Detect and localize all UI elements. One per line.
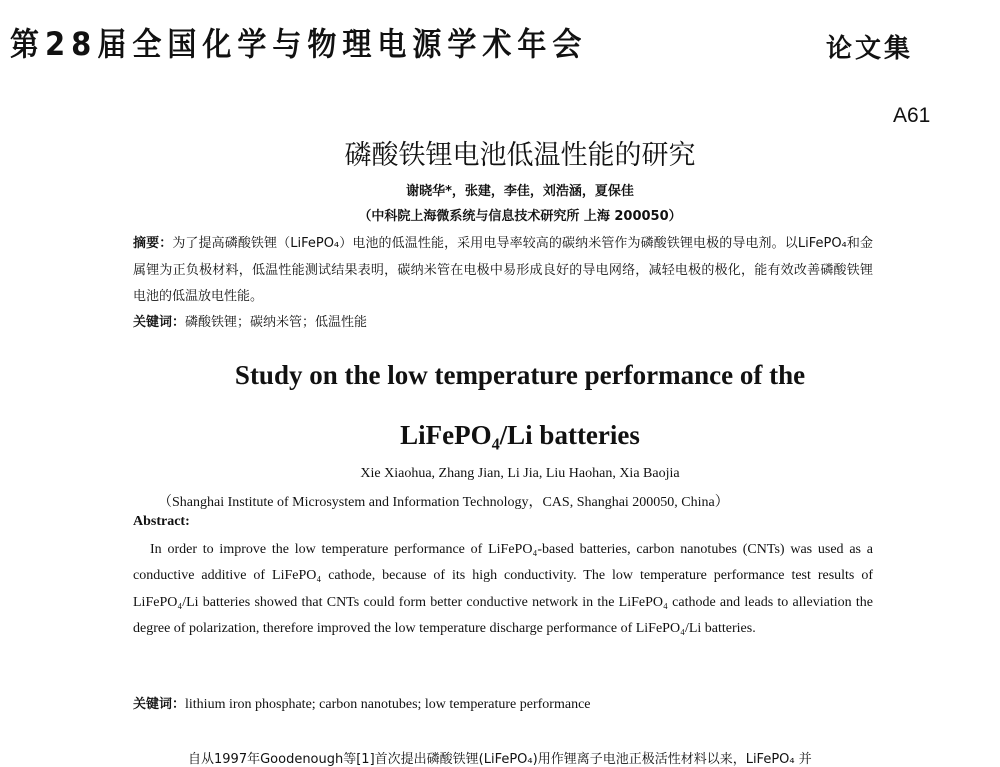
chinese-title: 磷酸铁锂电池低温性能的研究 [344,140,696,171]
conference-header: 第28届全国化学与物理电源学术年会 [10,25,588,63]
chinese-abstract-text: 为了提高磷酸铁锂（LiFePO₄）电池的低温性能，采用电导率较高的碳纳米管作为磷酸铁锂电极的导电剂。以LiFePO₄和金属锂为正负极材料，低温性能测试结果表明，碳纳米管在电极中易形成良好的导电网络，减轻电极的极化，能有效改善磷酸铁锂电池的低温放电性能。 [133,236,873,304]
chinese-authors: 谢晓华*，张建，李佳，刘浩涵，夏保佳 [406,184,634,199]
english-abstract [133,537,873,642]
english-authors: Xie Xiaohua, Zhang Jian, Li Jia, Liu Haohan, Xia Baojia [360,466,680,481]
english-keywords-label: 关键词： [133,697,186,712]
english-abstract-text: In order to improve the low temperature performance of LiFePO₄-based batteries, carbon nanotubes (CNTs) was used as a conductive additive of LiFePO₄ cathode, because of its high conductivity. The low temperature performance test results of LiFePO₄/Li batteries showed that CNTs could form better conductive network in the LiFePO₄ cathode and leads to alleviation the degree of polarization, therefore improved the low temperature discharge performance of LiFePO₄/Li batteries. [133,542,873,636]
english-title-line1: Study on the low temperature performance of the [234,360,806,390]
chinese-keywords-text: 磷酸铁锂；碳纳米管；低温性能 [185,315,368,330]
english-affiliation: （Shanghai Institute of Microsystem and Information Technology，CAS, Shanghai 200050, China） [158,495,729,510]
chinese-abstract-label: 摘要： [133,236,173,251]
collection-label: 论文集 [826,34,914,64]
english-keywords-text: lithium iron phosphate; carbon nanotubes; low temperature performance [185,697,591,712]
chinese-keywords [133,310,873,337]
english-abstract-label: Abstract: [133,514,190,529]
paper-code: A61 [893,104,931,127]
chinese-keywords-label: 关键词： [133,315,186,330]
english-keywords [133,693,591,713]
body-first-line: 自从1997年Goodenough等[1]首次提出磷酸铁锂(LiFePO₄)用作锂离子电池正极活性材料以来，LiFePO₄ 并 [188,752,812,767]
chinese-abstract [133,231,873,311]
chinese-affiliation: （中科院上海微系统与信息技术研究所 上海 200050） [358,209,682,224]
english-title-line2: LiFePO₄/Li batteries [400,420,640,450]
